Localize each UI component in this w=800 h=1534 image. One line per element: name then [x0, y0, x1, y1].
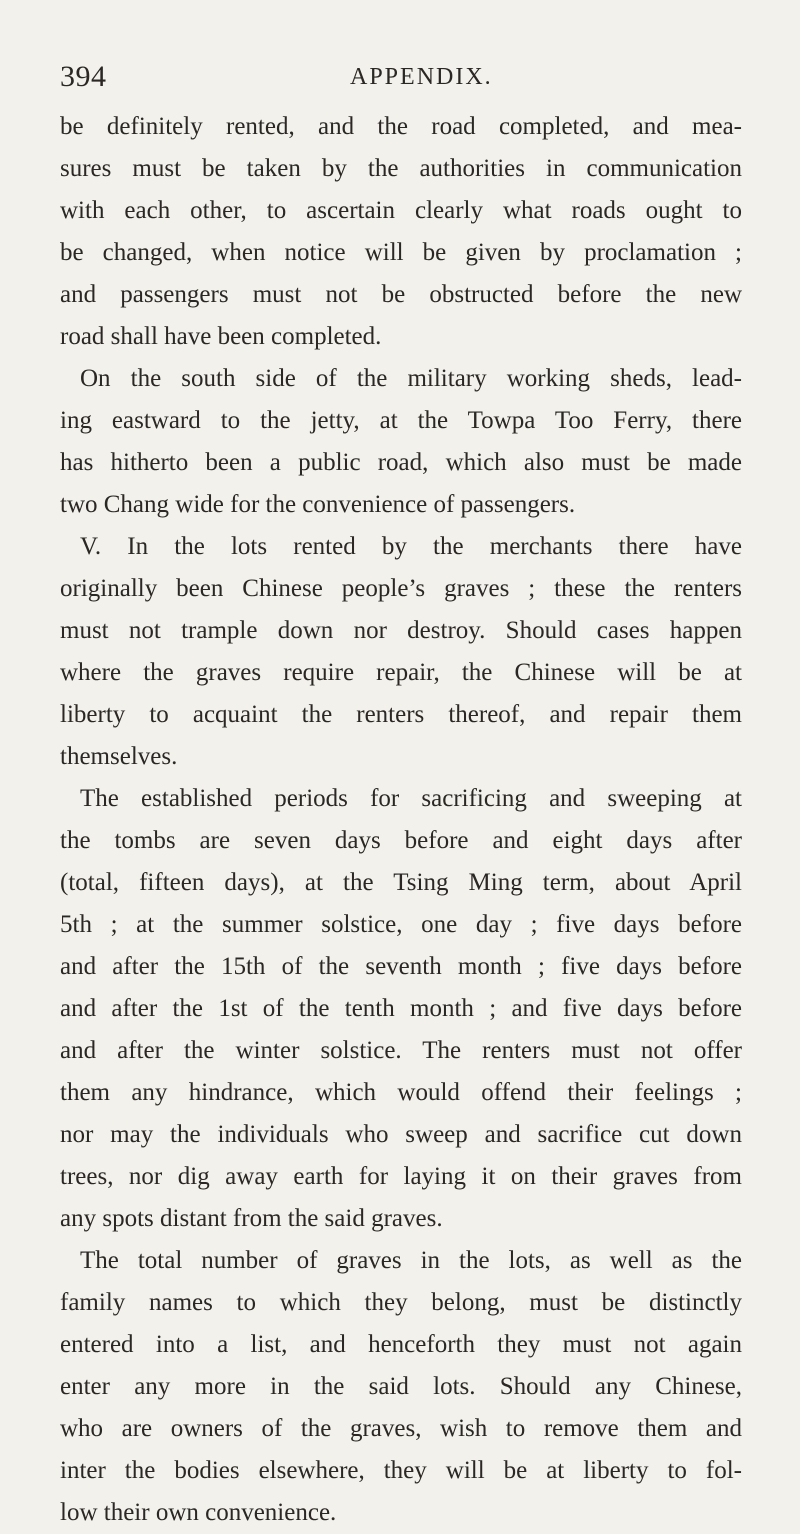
text-line: must not trample down nor destroy. Should cases happen: [60, 617, 742, 644]
text-line: family names to which they belong, must be distinctly: [60, 1289, 742, 1316]
text-line: ing eastward to the jetty, at the Towpa Too Ferry, there: [60, 407, 742, 434]
text-line: trees, nor dig away earth for laying it on their graves from: [60, 1163, 742, 1190]
text-line: V. In the lots rented by the merchants there have: [80, 533, 742, 560]
text-line: any spots distant from the said graves.: [60, 1205, 443, 1232]
text-line: two Chang wide for the convenience of passengers.: [60, 491, 576, 518]
text-line: sures must be taken by the authorities in communication: [60, 155, 742, 182]
page-number: 394: [60, 60, 107, 93]
text-line: road shall have been completed.: [60, 323, 382, 350]
text-line: The established periods for sacrificing and sweeping at: [80, 785, 742, 812]
text-line: liberty to acquaint the renters thereof, and repair them: [60, 701, 742, 728]
text-line: the tombs are seven days before and eight days after: [60, 827, 742, 854]
text-line: has hitherto been a public road, which also must be made: [60, 449, 742, 476]
text-line: with each other, to ascertain clearly what roads ought to: [60, 197, 742, 224]
text-line: and after the 15th of the seventh month ; five days before: [60, 953, 742, 980]
text-line: where the graves require repair, the Chinese will be at: [60, 659, 742, 686]
text-line: themselves.: [60, 743, 178, 770]
text-line: be changed, when notice will be given by proclamation ;: [60, 239, 742, 266]
text-line: who are owners of the graves, wish to remove them and: [60, 1415, 742, 1442]
text-line: and after the 1st of the tenth month ; and five days before: [60, 995, 742, 1022]
text-line: 5th ; at the summer solstice, one day ; five days before: [60, 911, 742, 938]
text-line: and passengers must not be obstructed before the new: [60, 281, 742, 308]
text-line: enter any more in the said lots. Should any Chinese,: [60, 1373, 742, 1400]
text-line: low their own convenience.: [60, 1499, 337, 1526]
text-line: originally been Chinese people’s graves ; these the renters: [60, 575, 742, 602]
text-line: nor may the individuals who sweep and sacrifice cut down: [60, 1121, 742, 1148]
text-line: (total, fifteen days), at the Tsing Ming term, about April: [60, 869, 742, 896]
body-text: [60, 106, 742, 1534]
text-line: entered into a list, and henceforth they must not again: [60, 1331, 742, 1358]
text-line: On the south side of the military working sheds, lead-: [80, 365, 742, 392]
text-line: inter the bodies elsewhere, they will be at liberty to fol-: [60, 1457, 742, 1484]
page-header: [60, 60, 740, 100]
text-line: be definitely rented, and the road completed, and mea-: [60, 113, 742, 140]
text-line: The total number of graves in the lots, as well as the: [80, 1247, 742, 1274]
text-line: and after the winter solstice. The renters must not offer: [60, 1037, 742, 1064]
running-head: APPENDIX.: [350, 64, 493, 90]
text-line: them any hindrance, which would offend their feelings ;: [60, 1079, 742, 1106]
